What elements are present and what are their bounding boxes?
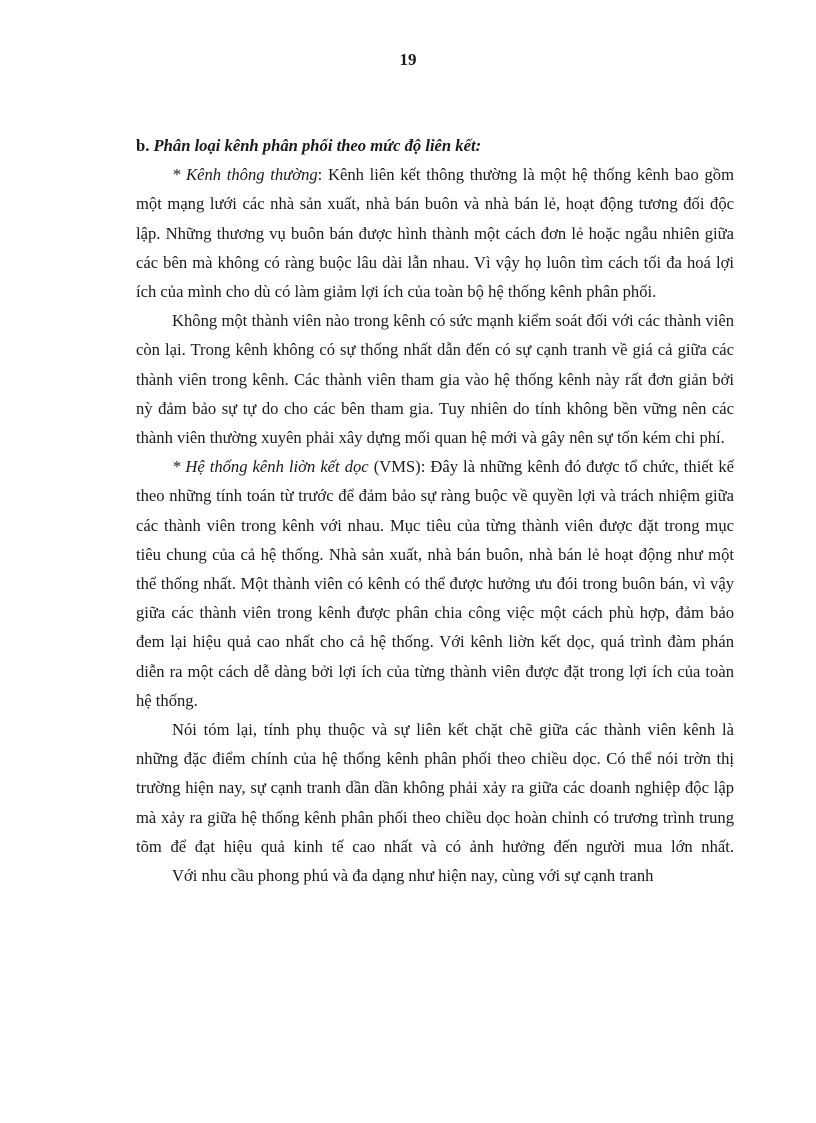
paragraph-vertical-marketing-system bbox=[136, 452, 734, 715]
page-number: 19 bbox=[399, 50, 417, 69]
term-conventional-channel: * Kênh thông thường bbox=[172, 165, 318, 185]
paragraph-text: Không một thành viên nào trong kênh có sức mạnh kiểm soát đối với các thành viên còn lại. Trong kênh không có sự thống nhất dẫn đến có sự cạnh tranh về giá cả giữa các thành viên trong kênh. Các thành viên tham gia vào hệ thống kênh này rất đơn giản bởi nỳ đảm bảo sự tự do cho các bên tham gia. Tuy nhiên do tính không bền vững nên các thành viên thường xuyên phải xây dựng mối quan hệ mới và gây nên sự tốn kém chi phí. bbox=[136, 311, 734, 448]
paragraph-no-control bbox=[136, 306, 734, 452]
paragraph-text: (VMS): Đây là những kênh đó được tổ chức, thiết kế theo những tính toán từ trước để đảm bảo sự ràng buộc về quyền lợi và trách nhiệm giữa các thành viên trong kênh với nhau. Mục tiêu của từng thành viên được đặt trong mục tiêu chung của cả hệ thống. Nhà sản xuất, nhà bán buôn, nhà bán lẻ hoạt động như một thể thống nhất. Một thành viên có kênh có thể được hưởng ưu đói trong buôn bán, vì vậy giữa các thành viên trong kênh được phân chia công việc một cách phù hợp, đảm bảo đem lại hiệu quả cao nhất cho cả hệ thống. Với kênh liờn kết dọc, quá trình đàm phán diễn ra một cách dễ dàng bởi lợi ích của từng thành viên được đặt trong lợi ích của toàn hệ thống. bbox=[136, 457, 734, 710]
paragraph-text: Với nhu cầu phong phú và đa dạng như hiện nay, cùng với sự cạnh tranh bbox=[172, 866, 654, 886]
term-vertical-system: * Hệ thống kênh liờn kết dọc bbox=[172, 457, 369, 477]
section-heading bbox=[136, 131, 734, 160]
paragraph-text: Nói tóm lại, tính phụ thuộc và sự liên kết chặt chẽ giữa các thành viên kênh là những đặc điểm chính của hệ thống kênh phân phối theo chiều dọc. Có thể nói trờn thị trường hiện nay, sự cạnh tranh dần dần không phải xảy ra giữa các doanh nghiệp độc lập mà xảy ra giữa hệ thống kênh phân phối theo chiều dọc hoàn chỉnh có trương trình trung tõm để đạt hiệu quả kinh tế cao nhất và có ảnh hưởng đến người mua lớn nhất. bbox=[136, 720, 734, 856]
section-prefix: b. bbox=[136, 136, 154, 155]
document-body bbox=[136, 131, 734, 890]
paragraph-continuation bbox=[136, 861, 734, 890]
paragraph-text: : Kênh liên kết thông thường là một hệ thống kênh bao gồm một mạng lưới các nhà sản xuất, nhà bán buôn và nhà bán lẻ, hoạt động tương đối độc lập. Những thương vụ buôn bán được hình thành một cách đơn lẻ hoặc ngẫu nhiên giữa các bên mà không có ràng buộc lâu dài lẫn nhau. Vì vậy họ luôn tìm cách tối đa hoá lợi ích của mình cho dù có làm giảm lợi ích của toàn bộ hệ thống kênh phân phối. bbox=[136, 165, 734, 302]
section-title: Phân loại kênh phân phối theo mức độ liên kết: bbox=[153, 136, 482, 155]
paragraph-summary bbox=[136, 715, 734, 861]
paragraph-conventional-channel bbox=[136, 160, 734, 306]
